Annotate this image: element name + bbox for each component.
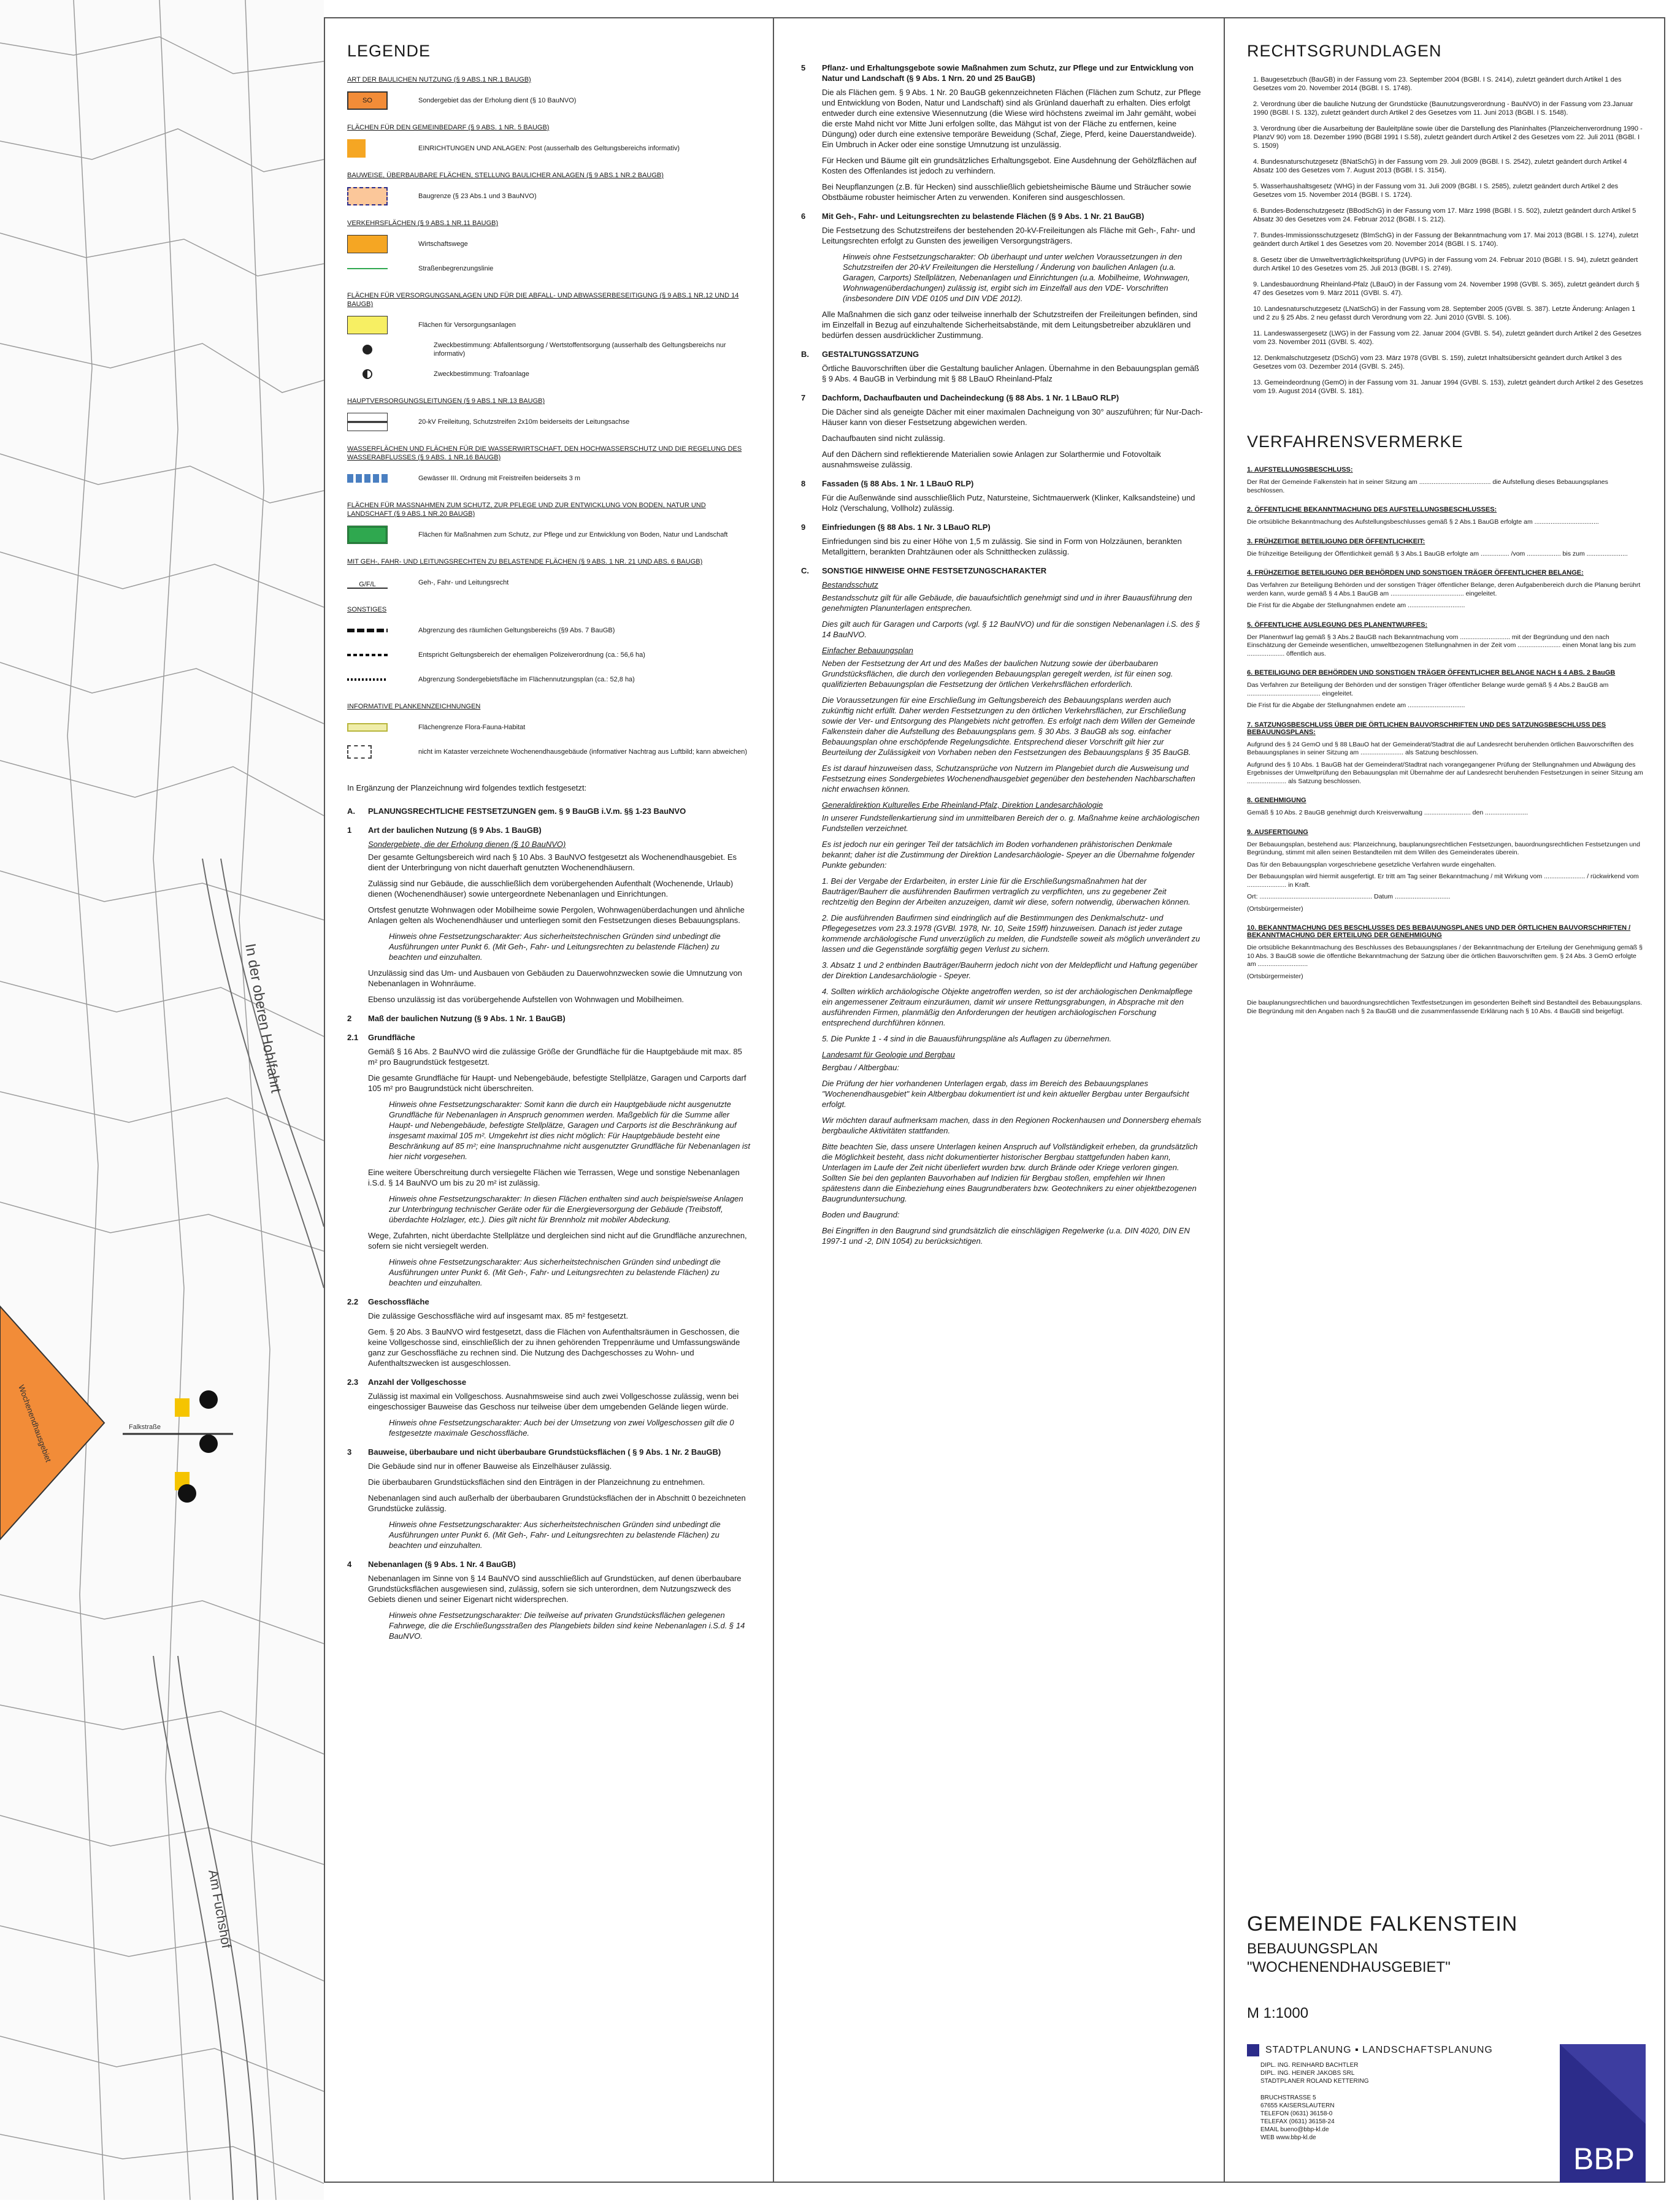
office-name: STADTPLANUNG ▪ LANDSCHAFTSPLANUNG: [1265, 2045, 1493, 2055]
verfahren-title: VERFAHRENSVERMERKE: [1247, 432, 1463, 451]
verfahren-text: Aufgrund des § 10 Abs. 1 BauGB hat der Gemeinderat/Stadtrat nach vorangegangener Prüfung der Stellungnahmen und Abwägung des Ergebnisses der Umweltprüfung den Bebauungsplan mit Übernahme der auf Landesrecht beruhenden Festsetzungen in seiner Sitzung am ...................... als Satzung beschlossen.: [1247, 761, 1643, 785]
text-paragraph: Dachaufbauten sind nicht zulässig.: [822, 434, 945, 443]
text-paragraph: Einfriedungen sind bis zu einer Höhe von 1,5 m zulässig. Sie sind in Form von Holzzäunen, berankten Metallgittern, berankten Drahtzäunen oder als Schnitthecken zulässig.: [822, 537, 1182, 556]
text-paragraph: Zulässig ist maximal ein Vollgeschoss. Ausnahmsweise sind auch zwei Vollgeschosse zulässig, wenn bei eingeschossiger Bauweise das Geschoss nur teilweise über dem umgebenden Gelände liegen würde.: [368, 1392, 739, 1411]
verfahren-heading: 5. ÖFFENTLICHE AUSLEGUNG DES PLANENTWURFES:: [1247, 621, 1428, 629]
legend-item: [347, 340, 751, 359]
right-column: [1224, 17, 1665, 2183]
section-number: 7: [801, 393, 806, 402]
section-title: Art der baulichen Nutzung (§ 9 Abs. 1 BauGB): [368, 826, 542, 835]
text-paragraph: Die Voraussetzungen für eine Erschließung im Geltungsbereich des Bebauungsplans werden auch zukünftig nicht erfüllt. Daher werden Festsetzungen zu den örtlichen Verkehrsflächen, zur Erschließung sowie der Ver- und Entsorgung des Plangebiets nicht getroffen. Es erfolgt nach dem Willen der Gemeinde Falkenstein daher die Aufstellung des Bebauungsplans gem. § 30 Abs. 3 BauGB als sog. einfacher Bebauungsplan ohne erschöpfende Regelungsdichte. Entsprechend dieser Vorschrift gilt hier zur Beurteilung der Zulässigkeit von Vorhaben neben den Festsetzungen des Bebauungsplans § 35 BauGB.: [822, 695, 1195, 757]
legend-symbol-gewaesser: [347, 474, 388, 483]
text-paragraph: Hinweis ohne Festsetzungscharakter: Somit kann die durch ein Hauptgebäude nicht ausgenutzte Grundfläche für Nebenanlagen in Anspruch genommen werden. Maßgeblich für die Summe aller Haupt- und Nebengebäude, befestigte Stellplätze, Garagen und Carports ist die Beschränkung auf insgesamt maximal 105 m². Umgekehrt ist dies nicht möglich: Für Hauptgebäude besteht eine Beschränkung auf 85 m²; eine Inanspruchnahme nicht ausgenutzter Grundfläche für Nebenanlagen ist hier nicht vorgesehen.: [389, 1100, 750, 1161]
post-symbol-1: [175, 1398, 190, 1417]
text-paragraph: Hinweis ohne Festsetzungscharakter: Aus sicherheitstechnischen Gründen sind unbedingt die Ausführungen unter Punkt 6. (Mit Geh-, Fahr- und Leitungsrechten zu belastende Flächen) zu beachten und einzuhalten.: [389, 1257, 721, 1287]
text-paragraph: Die Festsetzung des Schutzstreifens der bestehenden 20-kV-Freileitungen als Fläche mit Geh-, Fahr- und Leitungsrechten erfolgt zu Gunsten des jeweiligen Versorgungsträgers.: [822, 226, 1195, 245]
legend-groups: [347, 75, 751, 761]
text-paragraph: Generaldirektion Kulturelles Erbe Rheinland-Pfalz, Direktion Landesarchäologie: [822, 800, 1103, 810]
text-paragraph: Zulässig sind nur Gebäude, die ausschließlich dem vorübergehenden Aufenthalt (Wochenende, Urlaub) dienen (Wochenendhäuser) sowie untergeordnete Nebenanlagen und Einrichtungen.: [368, 879, 734, 898]
title-block: [1247, 1912, 1646, 2183]
text-paragraph: Bei Eingriffen in den Baugrund sind grundsätzlich die einschlägigen Regelwerke (u.a. DIN 4020, DIN EN 1997-1 und -2, DIN 1054) zu berücksichtigen.: [822, 1226, 1190, 1246]
municipality-title: GEMEINDE FALKENSTEIN: [1247, 1912, 1518, 1936]
section-title: Mit Geh-, Fahr- und Leitungsrechten zu belastende Flächen (§ 9 Abs. 1 Nr. 21 BauGB): [822, 212, 1145, 221]
bbp-logo: [1560, 2044, 1646, 2183]
festsetzungen-part1: [347, 806, 751, 1641]
legend-symbol-code: G/F/L: [359, 581, 376, 588]
verfahren-footnote: Die bauplanungsrechtlichen und bauordnungsrechtlichen Textfestsetzungen im gesonderten Beiheft sind Bestandteil des Bebauungsplans. Die Begründung mit den Angaben nach § 2a BauGB und die zusammenfassende Erklärung nach § 10 Abs. 4 BauGB sind beigefügt.: [1247, 999, 1643, 1015]
text-paragraph: 4. Sollten wirklich archäologische Objekte angetroffen werden, so ist der archäologischen Denkmalpflege ein angemessener Zeitraum einzuräumen, damit wir unsere Rettungsgrabungen, in Absprache mit den ausführenden Firmen, planmäßig den Anforderungen der heutigen archäologischen Forschung entsprechend durchführen können.: [822, 987, 1193, 1027]
office-address: BRUCHSTRASSE 5 67655 KAISERSLAUTERN TELEFON (0631) 36158-0 TELEFAX (0631) 36158-24 EMAIL bueno@bbp-kl.de WEB www.bbp-kl.de: [1260, 2094, 1335, 2141]
legend-label: 20-kV Freileitung, Schutzstreifen 2x10m beiderseits der Leitungsachse: [418, 418, 630, 426]
legend-item: [347, 413, 751, 431]
legend-symbol-flora: [347, 723, 388, 732]
text-paragraph: Örtliche Bauvorschriften über die Gestaltung baulicher Anlagen. Übernahme in den Bebauungsplan gemäß § 9 Abs. 4 BauGB in Verbindung mit § 88 LBauO Rheinland-Pfalz: [822, 364, 1199, 383]
plan-scale: M 1:1000: [1247, 2005, 1309, 2021]
text-paragraph: Die Gebäude sind nur in offener Bauweise als Einzelhäuser zulässig.: [368, 1462, 612, 1471]
text-paragraph: Die gesamte Grundfläche für Haupt- und Nebengebäude, befestigte Stellplätze, Garagen und Carports darf 105 m² pro Baugrundstück nicht überschreiten.: [368, 1073, 746, 1093]
text-paragraph: Ebenso unzulässig ist das vorübergehende Aufstellen von Wohnwagen und Mobilheimen.: [368, 995, 685, 1004]
section-number: B.: [801, 350, 809, 359]
legend-symbol-code: SO: [362, 97, 372, 104]
legend-group-heading: HAUPTVERSORGUNGSLEITUNGEN (§ 9 ABS.1 NR.13 BAUGB): [347, 397, 545, 405]
verfahren-text: Die Frist für die Abgabe der Stellungnahmen endete am ................................: [1247, 602, 1465, 609]
section-heading: [801, 63, 1204, 83]
text-paragraph: Einfacher Bebauungsplan: [822, 646, 913, 655]
section-number: 9: [801, 523, 806, 532]
text-paragraph: Der gesamte Geltungsbereich wird nach § 10 Abs. 3 BauNVO festgesetzt als Wochenendhausgebiet. Es dient der Unterbringung von nicht dauerhaft genutzten Wochenendhäusern.: [368, 852, 737, 872]
verfahren-text: Der Bebauungsplan wird hiermit ausgefertigt. Er tritt am Tag seiner Bekanntmachung / mit Wirkung vom ....................... / rückwirkend vom ...................... in Kraft.: [1247, 873, 1639, 889]
verfahrensvermerke-list: [1247, 466, 1646, 981]
legend-item: [347, 526, 751, 544]
legend-item: [347, 469, 751, 488]
legend-item: [347, 646, 751, 664]
section-title: Bauweise, überbaubare und nicht überbaubare Grundstücksflächen ( § 9 Abs. 1 Nr. 2 BauGB): [368, 1447, 721, 1457]
verfahren-heading: 2. ÖFFENTLICHE BEKANNTMACHUNG DES AUFSTELLUNGSBESCHLUSSES:: [1247, 506, 1497, 513]
text-paragraph: Wege, Zufahrten, nicht überdachte Stellplätze und dergleichen sind nicht auf die Grundfläche anzurechnen, sofern sie nicht versiegelt werden.: [368, 1231, 747, 1251]
section-heading: [801, 393, 1204, 403]
legend-symbol-massnahmen: [347, 526, 388, 544]
legend-label: Zweckbestimmung: Abfallentsorgung / Wertstoffentsorgung (ausserhalb des Geltungsbereichs nur informativ): [434, 342, 726, 358]
rechtsgrundlage-item: 10. Landesnaturschutzgesetz (LNatSchG) in der Fassung vom 28. September 2005 (GVBl. S. 387). Letzte Änderung: Anlagen 1 und 2 zu § 25 Abs. 2 neu gefasst durch Verordnung vom 22. Juni 2010 (GVBl. S. 106).: [1253, 305, 1636, 321]
text-paragraph: Bei Neupflanzungen (z.B. für Hecken) sind ausschließlich gebietsheimische Bäume und Sträucher sowie Obstbäume robuster heimischer Arten zu verwenden. Koniferen sind ausgeschlossen.: [822, 182, 1191, 202]
legend-item: [347, 743, 751, 761]
text-paragraph: Hinweis ohne Festsetzungscharakter: In diesen Flächen enthalten sind auch beispielsweise Anlagen zur Unterbringung technischer Geräte oder für die Energieversorgung der Gebäude (Treibstoff, überdachte Holzlager, etc.). Dies gilt nicht für Brennholz mit mobiler Abdeckung.: [389, 1194, 743, 1224]
verfahren-text: Der Bebauungsplan, bestehend aus: Planzeichnung, bauplanungsrechtlichen Festsetzungen, bauordnungsrechtlichen Festsetzungen und Begründung, stimmt mit allen seinen Bestandteilen mit dem Willen des Gemeinderates überein.: [1247, 840, 1640, 856]
plan-type: BEBAUUNGSPLAN: [1247, 1941, 1378, 1957]
legend-group-heading: FLÄCHEN FÜR DEN GEMEINBEDARF (§ 9 ABS. 1 NR. 5 BAUGB): [347, 124, 550, 131]
legend-group-heading: WASSERFLÄCHEN UND FLÄCHEN FÜR DIE WASSERWIRTSCHAFT, DEN HOCHWASSERSCHUTZ UND DIE REGELUNG DES WASSERABFLUSSES (§ 9 ABS. 1 NR.16 BAUGB): [347, 445, 742, 461]
verfahren-heading: 3. FRÜHZEITIGE BETEILIGUNG DER ÖFFENTLICHKEIT:: [1247, 537, 1425, 545]
legend-label: Zweckbestimmung: Trafoanlage: [434, 370, 529, 378]
verfahren-heading: 9. AUSFERTIGUNG: [1247, 828, 1308, 836]
legend-symbol-strasse: [347, 268, 388, 269]
section-title: Dachform, Dachaufbauten und Dacheindeckung (§ 88 Abs. 1 Nr. 1 LBauO RLP): [822, 393, 1119, 402]
verfahren-heading: 8. GENEHMIGUNG: [1247, 797, 1306, 804]
legend-symbol-geltung: [347, 629, 388, 632]
legend-label: Geh-, Fahr- und Leitungsrecht: [418, 579, 509, 586]
verfahren-heading: 6. BETEILIGUNG DER BEHÖRDEN UND SONSTIGEN TRÄGER ÖFFENTLICHER BELANGE NACH § 4 ABS. 2 BauGB: [1247, 669, 1616, 676]
section-title: Maß der baulichen Nutzung (§ 9 Abs. 1 Nr. 1 BauGB): [368, 1014, 566, 1023]
text-paragraph: Hinweis ohne Festsetzungscharakter: Aus sicherheitstechnischen Gründen sind unbedingt die Ausführungen unter Punkt 6. (Mit Geh-, Fahr- und Leitungsrechten zu belastende Flächen) zu beachten und einzuhalten.: [389, 1520, 721, 1550]
legend-label: EINRICHTUNGEN UND ANLAGEN: Post (ausserhalb des Geltungsbereichs informativ): [418, 145, 680, 152]
section-number: 1: [347, 826, 352, 835]
legend-item: [347, 187, 751, 205]
rechtsgrundlage-item: 5. Wasserhaushaltsgesetz (WHG) in der Fassung vom 31. Juli 2009 (BGBl. I S. 2585), zuletzt geändert durch Artikel 2 des Gesetzes vom 15. November 2014 (BGBl. I S. 1724).: [1253, 183, 1619, 199]
section-number: 2.3: [347, 1377, 359, 1387]
legend-item: [347, 573, 751, 592]
text-paragraph: Dies gilt auch für Garagen und Carports (vgl. § 12 BauNVO) und für die sonstigen Nebenanlagen i.S. des § 14 BauNVO.: [822, 619, 1200, 639]
street-label-3: Falkstraße: [129, 1423, 161, 1431]
legend-symbol-sonder: [347, 678, 388, 681]
rechtsgrundlage-item: 2. Verordnung über die bauliche Nutzung der Grundstücke (Baunutzungsverordnung - BauNVO) in der Fassung vom 23.Januar 1990 (BGBl. I S. 132), zuletzt geändert durch Artikel 2 des Gesetzes vom 11. Juni 2013 (BGBl. I S. 1548).: [1253, 101, 1633, 117]
text-paragraph: In unserer Fundstellenkartierung sind im unmittelbaren Bereich der o. g. Maßnahme keine archäologischen Fundstellen verzeichnet.: [822, 813, 1200, 833]
section-title: Pflanz- und Erhaltungsgebote sowie Maßnahmen zum Schutz, zur Pflege und zur Entwicklung von Natur und Landschaft (§ 9 Abs. 1 Nrn. 20 und 25 BauGB): [822, 63, 1194, 83]
legend-title: LEGENDE: [347, 42, 431, 60]
verfahren-text: Der Rat der Gemeinde Falkenstein hat in seiner Sitzung am ........................................ die Aufstellung dieses Bebauungsplanes beschlossen.: [1247, 478, 1608, 494]
rechtsgrundlage-item: 9. Landesbauordnung Rheinland-Pfalz (LBauO) in der Fassung vom 24. November 1998 (GVBl. S. 365), zuletzt geändert durch § 47 des Gesetzes vom 9. März 2011 (GVBl. S. 47).: [1253, 281, 1640, 297]
section-title: Fassaden (§ 88 Abs. 1 Nr. 1 LBauO RLP): [822, 479, 974, 488]
section-title: SONSTIGE HINWEISE OHNE FESTSETZUNGSCHARAKTER: [822, 566, 1047, 575]
rechtsgrundlage-item: 13. Gemeindeordnung (GemO) in der Fassung vom 31. Januar 1994 (GVBl. S. 153), zuletzt geändert durch Artikel 2 des Gesetzes vom 19. August 2014 (GVBl. S. 181).: [1253, 379, 1643, 395]
verfahren-heading: 4. FRÜHZEITIGE BETEILIGUNG DER BEHÖRDEN UND SONSTIGEN TRÄGER ÖFFENTLICHER BELANGE:: [1247, 569, 1584, 577]
legend-label: Abgrenzung Sondergebietsfläche im Flächennutzungsplan (ca.: 52,8 ha): [418, 676, 635, 683]
legend-label: nicht im Kataster verzeichnete Wochenendhausgebäude (informativer Nachtrag aus Luftbild; kann abweichen): [418, 748, 748, 756]
verfahren-text: (Ortsbürgermeister): [1247, 972, 1303, 980]
section-heading: [347, 1377, 751, 1387]
text-paragraph: Alle Maßnahmen die sich ganz oder teilweise innerhalb der Schutzstreifen der Freileitungen befinden, sind im Einzelfall in Bezug auf einzuhaltende Sicherheitsabstände, mit dem Leitungsbetreiber abzuklären und bedürfen dessen ausdrücklicher Zustimmung.: [822, 310, 1198, 340]
section-number: 6: [801, 212, 806, 221]
legend-symbol-trafo: [362, 369, 372, 379]
rechtsgrundlage-item: 8. Gesetz über die Umweltverträglichkeitsprüfung (UVPG) in der Fassung vom 24. Februar 2010 (BGBl. I S. 94), zuletzt geändert durch Artikel 10 des Gesetzes vom 25. Juli 2013 (BGBl. I S. 2749).: [1253, 256, 1638, 272]
text-paragraph: Bestandsschutz gilt für alle Gebäude, die bauaufsichtlich genehmigt sind und in ihrer Bauausführung den genehmigten Planunterlagen entsprechen.: [822, 593, 1192, 613]
legend-symbol-post: [347, 139, 366, 158]
festsetzungen-column: [773, 17, 1224, 2183]
text-paragraph: Hinweis ohne Festsetzungscharakter: Aus sicherheitstechnischen Gründen sind unbedingt die Ausführungen unter Punkt 6. (Mit Geh-, Fahr- und Leitungsrechten zu belastende Flächen) zu beachten und einzuhalten.: [389, 932, 721, 962]
text-paragraph: Die zulässige Geschossfläche wird auf insgesamt max. 85 m² festgesetzt.: [368, 1311, 629, 1320]
legend-label: Flächen für Versorgungsanlagen: [418, 321, 516, 329]
legend-item: [347, 718, 751, 737]
text-paragraph: Die überbaubaren Grundstücksflächen sind den Einträgen in der Planzeichnung zu entnehmen.: [368, 1477, 705, 1487]
text-paragraph: Bergbau / Altbergbau:: [822, 1063, 899, 1072]
section-title: Grundfläche: [368, 1033, 415, 1042]
text-paragraph: Hinweis ohne Festsetzungscharakter: Die teilweise auf privaten Grundstücksflächen gelegenen Fahrwege, die die Erschließungsstraßen des Plangebiets bilden sind keine Nebenanlagen i.S.d. § 14 BauNVO.: [389, 1611, 745, 1641]
legend-group-heading: INFORMATIVE PLANKENNZEICHNUNGEN: [347, 703, 481, 710]
legend-label: Baugrenze (§ 23 Abs.1 und 3 BauNVO): [418, 193, 537, 200]
rechtsgrundlage-item: 1. Baugesetzbuch (BauGB) in der Fassung vom 23. September 2004 (BGBl. I S. 2414), zuletzt geändert durch Artikel 1 des Gesetzes vom 20. November 2014 (BGBl. I S. 1748).: [1253, 76, 1622, 92]
verfahren-text: Das Verfahren zur Beteiligung Behörden und der sonstigen Träger öffentlicher Belange, deren Aufgabenbereich durch die Planung berührt werden kann, wurde gemäß § 4 Abs.1 BauGB am ......................................... eingeleitet.: [1247, 581, 1641, 597]
legend-item: [347, 365, 751, 383]
section-number: 8: [801, 479, 806, 488]
text-paragraph: 2. Die ausführenden Baufirmen sind eindringlich auf die Bestimmungen des Denkmalschutz- und Pflegegesetzes vom 23.3.1978 (GVBl. 1978, Nr. 10, Seite 159ff) hinzuweisen. Danach ist jeder zutage kommende archäologische Fund unverzüglich zu melden, die Fundstelle soweit als möglich unverändert zu lassen und die Gegenstände sorgfältig gegen Verlust zu sichern.: [822, 913, 1200, 954]
legend-label: Entspricht Geltungsbereich der ehemaligen Polizeiverordnung (ca.: 56,6 ha): [418, 651, 645, 659]
section-number: C.: [801, 566, 809, 575]
rechtsgrundlage-item: 7. Bundes-Immissionsschutzgesetz (BImSchG) in der Fassung der Bekanntmachung vom 17. Mai 2013 (BGBl. I S. 1274), zuletzt geändert durch Artikel 1 des Gesetzes vom 20. November 2014 (BGBl. I S. 1740).: [1253, 232, 1638, 248]
text-paragraph: Unzulässig sind das Um- und Ausbauen von Gebäuden zu Dauerwohnzwecken sowie die Umnutzung von Nebenanlagen in Wohnräume.: [368, 968, 742, 988]
office-block: [1247, 2044, 1646, 2183]
text-paragraph: Für die Außenwände sind ausschließlich Putz, Natursteine, Sichtmauerwerk (Klinker, Kalksandsteine) und Holz (Verschalung, Vollholz) zulässig.: [822, 493, 1195, 513]
legend-item: [347, 139, 751, 158]
rechtsgrundlage-item: 3. Verordnung über die Ausarbeitung der Bauleitpläne sowie über die Darstellung des Planinhaltes (Planzeichenverordnung 1990 - PlanzV 90) vom 18. Dezember 1990 (BGBl 1991 I S.58), zuletzt geändert durch Artikel 2 des Gesetzes vom 22. Juli 2011 (BGBl. I S. 1509): [1253, 125, 1643, 150]
office-header: [1247, 2044, 1560, 2056]
text-paragraph: Boden und Baugrund:: [822, 1210, 900, 1219]
text-paragraph: Nebenanlagen sind auch außerhalb der überbaubaren Grundstücksflächen der in Abschnitt 0 bezeichneten Grundstücke zulässig.: [368, 1493, 746, 1513]
map-drawing: [0, 0, 324, 2200]
text-paragraph: Es ist darauf hinzuweisen dass, Schutzansprüche von Nutzern im Plangebiet durch die Ausweisung und Festsetzung eines Sondergebietes Wochenendhausgebiet gegenüber den bestehenden Nachbarschaften nicht erwachsen können.: [822, 764, 1195, 794]
legend-label: Sondergebiet das der Erholung dient (§ 10 BauNVO): [418, 97, 577, 104]
text-paragraph: Hinweis ohne Festsetzungscharakter: Ob überhaupt und unter welchen Voraussetzungen in den Schutzstreifen der 20-kV Freileitungen die Herstellung / Änderung von baulichen Anlagen (u.a. Garagen, Carports) Stellplätzen, Nebenanlagen und Einrichtungen (u.a. Mobilheime, Wohnwagen, Wohnwagenüberdachungen) zulässig ist, ergibt sich im Einzelfall aus den VDE- Vorschriften (insbesondere DIN VDE 0105 und DIN VDE 2012).: [843, 252, 1190, 303]
text-paragraph: Landesamt für Geologie und Bergbau: [822, 1050, 955, 1059]
section-heading: [801, 565, 1204, 576]
section-title: Geschossfläche: [368, 1297, 429, 1306]
legend-group-heading: ART DER BAULICHEN NUTZUNG (§ 9 ABS.1 NR.1 BAUGB): [347, 76, 531, 83]
text-paragraph: 3. Absatz 1 und 2 entbinden Bauträger/Bauherrn jedoch nicht von der Meldepflicht und Haftung gegenüber der Direktion Landesarchäologie - Speyer.: [822, 960, 1198, 980]
section-title: GESTALTUNGSSATZUNG: [822, 350, 919, 359]
legend-label: Wirtschaftswege: [418, 240, 468, 248]
verfahren-text: Gemäß § 10 Abs. 2 BauGB genehmigt durch Kreisverwaltung .......................... den ........................: [1247, 809, 1528, 816]
legend-label: Flächengrenze Flora-Fauna-Habitat: [418, 724, 526, 731]
section-title: Anzahl der Vollgeschosse: [368, 1377, 467, 1387]
section-heading: [347, 1013, 751, 1024]
section-number: 4: [347, 1560, 352, 1569]
legend-symbol-polizei: [347, 654, 388, 656]
legend-item: [347, 670, 751, 689]
verfahren-text: Die ortsübliche Bekanntmachung des Beschlusses des Bebauungsplanes / der Bekanntmachung der Erteilung der Genehmigung gemäß § 10 Abs. 3 BauGB sowie die öffentliche Bekanntmachung der Satzung über die örtlichen Bauvorschriften gem. § 24 Abs. 3 GemO erfolgte am ............................: [1247, 944, 1643, 968]
section-heading: [347, 1297, 751, 1307]
plan-map: [0, 0, 324, 2200]
section-heading: [801, 349, 1204, 359]
legend-symbol-abfall: [362, 345, 372, 354]
text-paragraph: Auf den Dächern sind reflektierende Materialien sowie Anlagen zur Solarthermie und Fotovoltaik ausnahmsweise zulässig.: [822, 450, 1161, 469]
legend-symbol-versorgung: [347, 316, 388, 334]
legend-group-heading: MIT GEH-, FAHR- UND LEITUNGSRECHTEN ZU BELASTENDE FLÄCHEN (§ 9 ABS. 1 NR. 21 UND ABS. 6 BAUGB): [347, 558, 703, 565]
legend-symbol-gfl: [347, 577, 388, 589]
legend-label: Flächen für Maßnahmen zum Schutz, zur Pflege und zur Entwicklung von Boden, Natur und Landschaft: [418, 531, 728, 538]
legend-label: Abgrenzung des räumlichen Geltungsbereichs (§9 Abs. 7 BauGB): [418, 627, 615, 634]
rechtsgrundlage-item: 4. Bundesnaturschutzgesetz (BNatSchG) in der Fassung vom 29. Juli 2009 (BGBl. I S. 2542), zuletzt geändert durch Artikel 4 Absatz 100 des Gesetzes vom 7. August 2013 (BGBl. I S. 3154).: [1253, 158, 1627, 174]
section-title: Einfriedungen (§ 88 Abs. 1 Nr. 3 LBauO RLP): [822, 523, 991, 532]
plan-name: "WOCHENENDHAUSGEBIET": [1247, 1959, 1451, 1975]
text-paragraph: Ortsfest genutzte Wohnwagen oder Mobilheime sowie Pergolen, Wohnwagenüberdachungen und ähnliche Anlagen gelten als Wochenendhäuser und unterliegen somit den Festsetzungen dieses Bebauungsplans.: [368, 905, 745, 925]
section-heading: [801, 522, 1204, 532]
text-paragraph: Für Hecken und Bäume gilt ein grundsätzliches Erhaltungsgebot. Eine Ausdehnung der Gehölzflächen auf Kosten des Offenlandes ist jedoch zu verhindern.: [822, 156, 1197, 175]
section-heading: [801, 478, 1204, 489]
legend-symbol-freileitung: [347, 413, 388, 431]
section-title: Nebenanlagen (§ 9 Abs. 1 Nr. 4 BauGB): [368, 1560, 516, 1569]
festsetzungen-part2: [801, 63, 1204, 1246]
verfahren-text: Die ortsübliche Bekanntmachung des Aufstellungsbeschlusses gemäß § 2 Abs.1 BauGB erfolgte am ....................................: [1247, 518, 1599, 526]
rechtsgrundlage-item: 12. Denkmalschutzgesetz (DSchG) vom 23. März 1978 (GVBl. S. 159), zuletzt Inhaltsübersicht geändert durch Artikel 3 des Gesetzes vom 03. Dezember 2014 (GVBl. S. 245).: [1253, 354, 1622, 370]
rechtsgrundlagen-list: [1247, 75, 1646, 396]
text-paragraph: Eine weitere Überschreitung durch versiegelte Flächen wie Terrassen, Wege und sonstige Nebenanlagen i.S.d. § 14 BauNVO um bis zu 20 m² ist zulässig.: [368, 1168, 740, 1187]
verfahren-text: Der Planentwurf lag gemäß § 3 Abs.2 BauGB nach Bekanntmachung vom ............................ mit der Begründung und den nach Einschätzung der Gemeinde wesentlichen, umweltbezogenen Stellungnahmen in der Zeit vom ........................ einen Monat lang bis zum ..................... öffentlich aus.: [1247, 633, 1636, 657]
legend-label: Gewässer III. Ordnung mit Freistreifen beiderseits 3 m: [418, 475, 581, 482]
legend-intro: In Ergänzung der Planzeichnung wird folgendes textlich festgesetzt:: [347, 783, 587, 792]
text-paragraph: Gem. § 20 Abs. 3 BauNVO wird festgesetzt, dass die Flächen von Aufenthaltsräumen in Geschossen, die keine Vollgeschosse sind, einschließlich der zu ihnen gehörenden Treppenräume und Umfassungswände ganz zur Geschossfläche zu rechnen sind. Die Nutzung des Dachgeschosses zu Wohn- und Aufenthaltszwecken ist ausgeschlossen.: [368, 1327, 740, 1368]
text-paragraph: Bestandsschutz: [822, 580, 878, 589]
legend-label: Straßenbegrenzungslinie: [418, 265, 494, 272]
text-paragraph: Wir möchten darauf aufmerksam machen, dass in den Regionen Rockenhausen und Donnersberg ehemals bergbauliche Aktivitäten stattfanden.: [822, 1116, 1202, 1135]
text-paragraph: Neben der Festsetzung der Art und des Maßes der baulichen Nutzung sowie der überbaubaren Grundstücksflächen, die durch den vorliegenden Bebauungsplan geregelt werden, ist für einen sog. qualifizierten Bebauungsplan die Festsetzung der örtlichen Verkehrsflächen erforderlich.: [822, 659, 1173, 689]
section-number: 2.2: [347, 1297, 359, 1306]
verfahren-heading: 10. BEKANNTMACHUNG DES BESCHLUSSES DES BEBAUUNGSPLANES UND DER ÖRTLICHEN BAUVORSCHRIFTEN / BEKANNTMACHUNG DER ERTEILUNG DER GENEHMIGUNG: [1247, 924, 1631, 939]
text-paragraph: Sondergebiete, die der Erholung dienen (§ 10 BauNVO): [368, 840, 566, 849]
legend-symbol-wirtschaft: [347, 235, 388, 253]
section-number: 5: [801, 63, 806, 72]
legend-item: [347, 316, 751, 334]
verfahren-text: Die frühzeitige Beteiligung der Öffentlichkeit gemäß § 3 Abs.1 BauGB erfolgte am ................ /vom ................... bis zum .......................: [1247, 550, 1628, 557]
section-title: PLANUNGSRECHTLICHE FESTSETZUNGEN gem. § 9 BauGB i.V.m. §§ 1-23 BauNVO: [368, 806, 686, 816]
verfahren-text: Das Verfahren zur Beteiligung der Behörden und der sonstigen Träger öffentlicher Belange wurde gemäß § 4 Abs.2 BauGB am ......................................... eingeleitet.: [1247, 681, 1609, 697]
area-label: Wochenendhausgebiet: [17, 1383, 53, 1463]
section-heading: [347, 806, 751, 816]
office-square-icon: [1247, 2044, 1259, 2056]
text-paragraph: Die Dächer sind als geneigte Dächer mit einer maximalen Dachneigung von 30° auszuführen; für Nur-Dach-Häuser kann von dieser Festsetzung abgewichen werden.: [822, 407, 1203, 427]
legend-group-heading: SONSTIGES: [347, 606, 387, 613]
text-paragraph: Die als Flächen gem. § 9 Abs. 1 Nr. 20 BauGB gekennzeichneten Flächen (Flächen zum Schutz, zur Pflege und Entwicklung von Boden, Natur und Landschaft) sind als Grünland dauerhaft zu erhalten. Dies erfolgt entweder durch eine extensive Wiesennutzung (die Wiese wird höchstens zweimal im Jahr gemäht, wobei die erste Mahd nicht vor Mitte Juni erfolgen sollte, das Mähgut ist von der Fläche zu entfernen, keine Düngung) oder durch eine extensive temporäre Beweidung (Schaf, Ziege, Pferd, keine Dauerstandweide). Ein Umbruch in Acker oder eine sonstige Umnutzung ist unzulässig.: [822, 88, 1201, 149]
section-heading: [347, 1032, 751, 1043]
text-paragraph: 1. Bei der Vergabe der Erdarbeiten, in erster Linie für die Erschließungsmaßnahmen hat der Bauträger/Bauherr die ausführenden Baufirmen vertraglich zu verpflichten, uns zu gegebener Zeit rechtzeitig den Beginn der Arbeiten anzuzeigen, damit wir diese, sofern notwendig, überwachen können.: [822, 876, 1191, 906]
section-number: 3: [347, 1447, 352, 1457]
legend-group-heading: FLÄCHEN FÜR MASSNAHMEN ZUM SCHUTZ, ZUR PFLEGE UND ZUR ENTWICKLUNG VON BODEN, NATUR UND LANDSCHAFT (§ 9 ABS.1 NR.20 BAUGB): [347, 502, 706, 518]
text-paragraph: Bitte beachten Sie, dass unsere Unterlagen keinen Anspruch auf Vollständigkeit erheben, da grundsätzlich die Möglichkeit besteht, dass nicht dokumentierter historischer Bergbau stattgefunden haben kann, Unterlagen im Laufe der Zeit nicht überliefert wurden bzw. durch Brände oder Kriege verloren gingen. Sollten Sie bei den geplanten Bauvorhaben auf Indizien für Bergbau stoßen, empfehlen wir Ihnen spätestens dann die Einbeziehung eines Baugrundberaters bzw. Geotechnikers zu einer objektbezogenen Baugrunduntersuchung.: [822, 1142, 1198, 1203]
legend-group-heading: BAUWEISE, ÜBERBAUBARE FLÄCHEN, STELLUNG BAULICHER ANLAGEN (§ 9 ABS.1 NR.2 BAUGB): [347, 172, 664, 179]
section-heading: [347, 1559, 751, 1569]
legend-column: [324, 17, 773, 2183]
street-label-2: Am Fuchshof: [205, 1868, 235, 1950]
text-paragraph: Die Prüfung der hier vorhandenen Unterlagen ergab, dass im Bereich des Bebauungsplanes "Wochenendhausgebiet" kein Altbergbau dokumentiert ist und kein aktueller Bergbau unter Bergaufsicht erfolgt.: [822, 1079, 1189, 1109]
legend-group-heading: VERKEHRSFLÄCHEN (§ 9 ABS.1 NR.11 BAUGB): [347, 220, 499, 227]
legend-symbol-kataster: [347, 745, 372, 759]
verfahren-text: Aufgrund des § 24 GemO und § 88 LBauO hat der Gemeinderat/Stadtrat die auf Landesrecht beruhenden örtlichen Bauvorschriften des Bebauungsplanes in seiner Sitzung am ........................ als Satzung beschlossen.: [1247, 740, 1634, 756]
legend-group-heading: FLÄCHEN FÜR VERSORGUNGSANLAGEN UND FÜR DIE ABFALL- UND ABWASSERBESEITIGUNG (§ 9 ABS.1 NR.12 UND 14 BAUGB): [347, 292, 739, 308]
text-paragraph: Nebenanlagen im Sinne von § 14 BauNVO sind ausschließlich auf Grundstücken, auf denen überbaubare Grundstücksflächen ausgewiesen sind, zulässig, sofern sie sich unterordnen, dem Nutzungszweck des Gebiets dienen und seiner Eigenart nicht widersprechen.: [368, 1574, 742, 1604]
section-number: 2.1: [347, 1033, 359, 1042]
verfahren-text: (Ortsbürgermeister): [1247, 905, 1303, 913]
text-paragraph: Hinweis ohne Festsetzungscharakter: Auch bei der Umsetzung von zwei Vollgeschossen gilt die 0 festgesetzte maximale Geschossfläche.: [389, 1418, 734, 1438]
verfahren-text: Das für den Bebauungsplan vorgeschriebene gesetzliche Verfahren wurde eingehalten.: [1247, 860, 1497, 868]
text-paragraph: Gemäß § 16 Abs. 2 BauNVO wird die zulässige Größe der Grundfläche für die Hauptgebäude mit max. 85 m² pro Baugrundstück festgesetzt.: [368, 1047, 742, 1067]
rechtsgrundlage-item: 6. Bundes-Bodenschutzgesetz (BBodSchG) in der Fassung vom 17. März 1998 (BGBl. I S. 502), zuletzt geändert durch Artikel 5 Absatz 30 des Gesetzes vom 24. Februar 2012 (BGBl. I S. 212).: [1253, 207, 1636, 223]
rechtsgrundlagen-title: RECHTSGRUNDLAGEN: [1247, 42, 1442, 60]
section-heading: [347, 1447, 751, 1457]
legend-item: [347, 91, 751, 110]
verfahren-heading: 1. AUFSTELLUNGSBESCHLUSS:: [1247, 466, 1353, 473]
sondergebiet-area: [0, 1306, 104, 1539]
rechtsgrundlage-item: 11. Landeswassergesetz (LWG) in der Fassung vom 22. Januar 2004 (GVBl. S. 54), zuletzt geändert durch Artikel 2 des Gesetzes vom 23. November 2011 (GVBl. S. 402).: [1253, 330, 1642, 346]
legend-item: [347, 259, 751, 278]
legend-symbol-so: [347, 91, 388, 110]
text-paragraph: 5. Die Punkte 1 - 4 sind in die Bauausführungspläne als Auflagen zu übernehmen.: [822, 1034, 1112, 1043]
legend-symbol-baugrenze: [347, 187, 388, 205]
bbp-logo-text: BBP: [1573, 2142, 1635, 2176]
text-paragraph: Es ist jedoch nur ein geringer Teil der tatsächlich im Boden vorhandenen prähistorischen Denkmale bekannt; daher ist die Zustimmung der Direktion Landesarchäologie- Speyer an die Übernahme folgender Punkte gebunden:: [822, 840, 1195, 870]
verfahren-text: Die Frist für die Abgabe der Stellungnahmen endete am ................................: [1247, 702, 1465, 709]
verfahren-heading: 7. SATZUNGSBESCHLUSS ÜBER DIE ÖRTLICHEN BAUVORSCHRIFTEN UND DES SATZUNGSBESCHLUSS DES BEBAUUNGSPLANS:: [1247, 721, 1606, 736]
legend-item: [347, 235, 751, 253]
verfahren-text: Ort: ............................................................... Datum ...............................: [1247, 893, 1451, 900]
section-number: 2: [347, 1014, 352, 1023]
section-heading: [347, 825, 751, 835]
legend-item: [347, 621, 751, 640]
section-heading: [801, 211, 1204, 221]
office-partners: DIPL. ING. REINHARD BACHTLER DIPL. ING. HEINER JAKOBS SRL STADTPLANER ROLAND KETTERING: [1260, 2062, 1369, 2085]
street-label-1: In der oberen Hohlfahrt: [242, 942, 285, 1095]
section-number: A.: [347, 806, 355, 816]
